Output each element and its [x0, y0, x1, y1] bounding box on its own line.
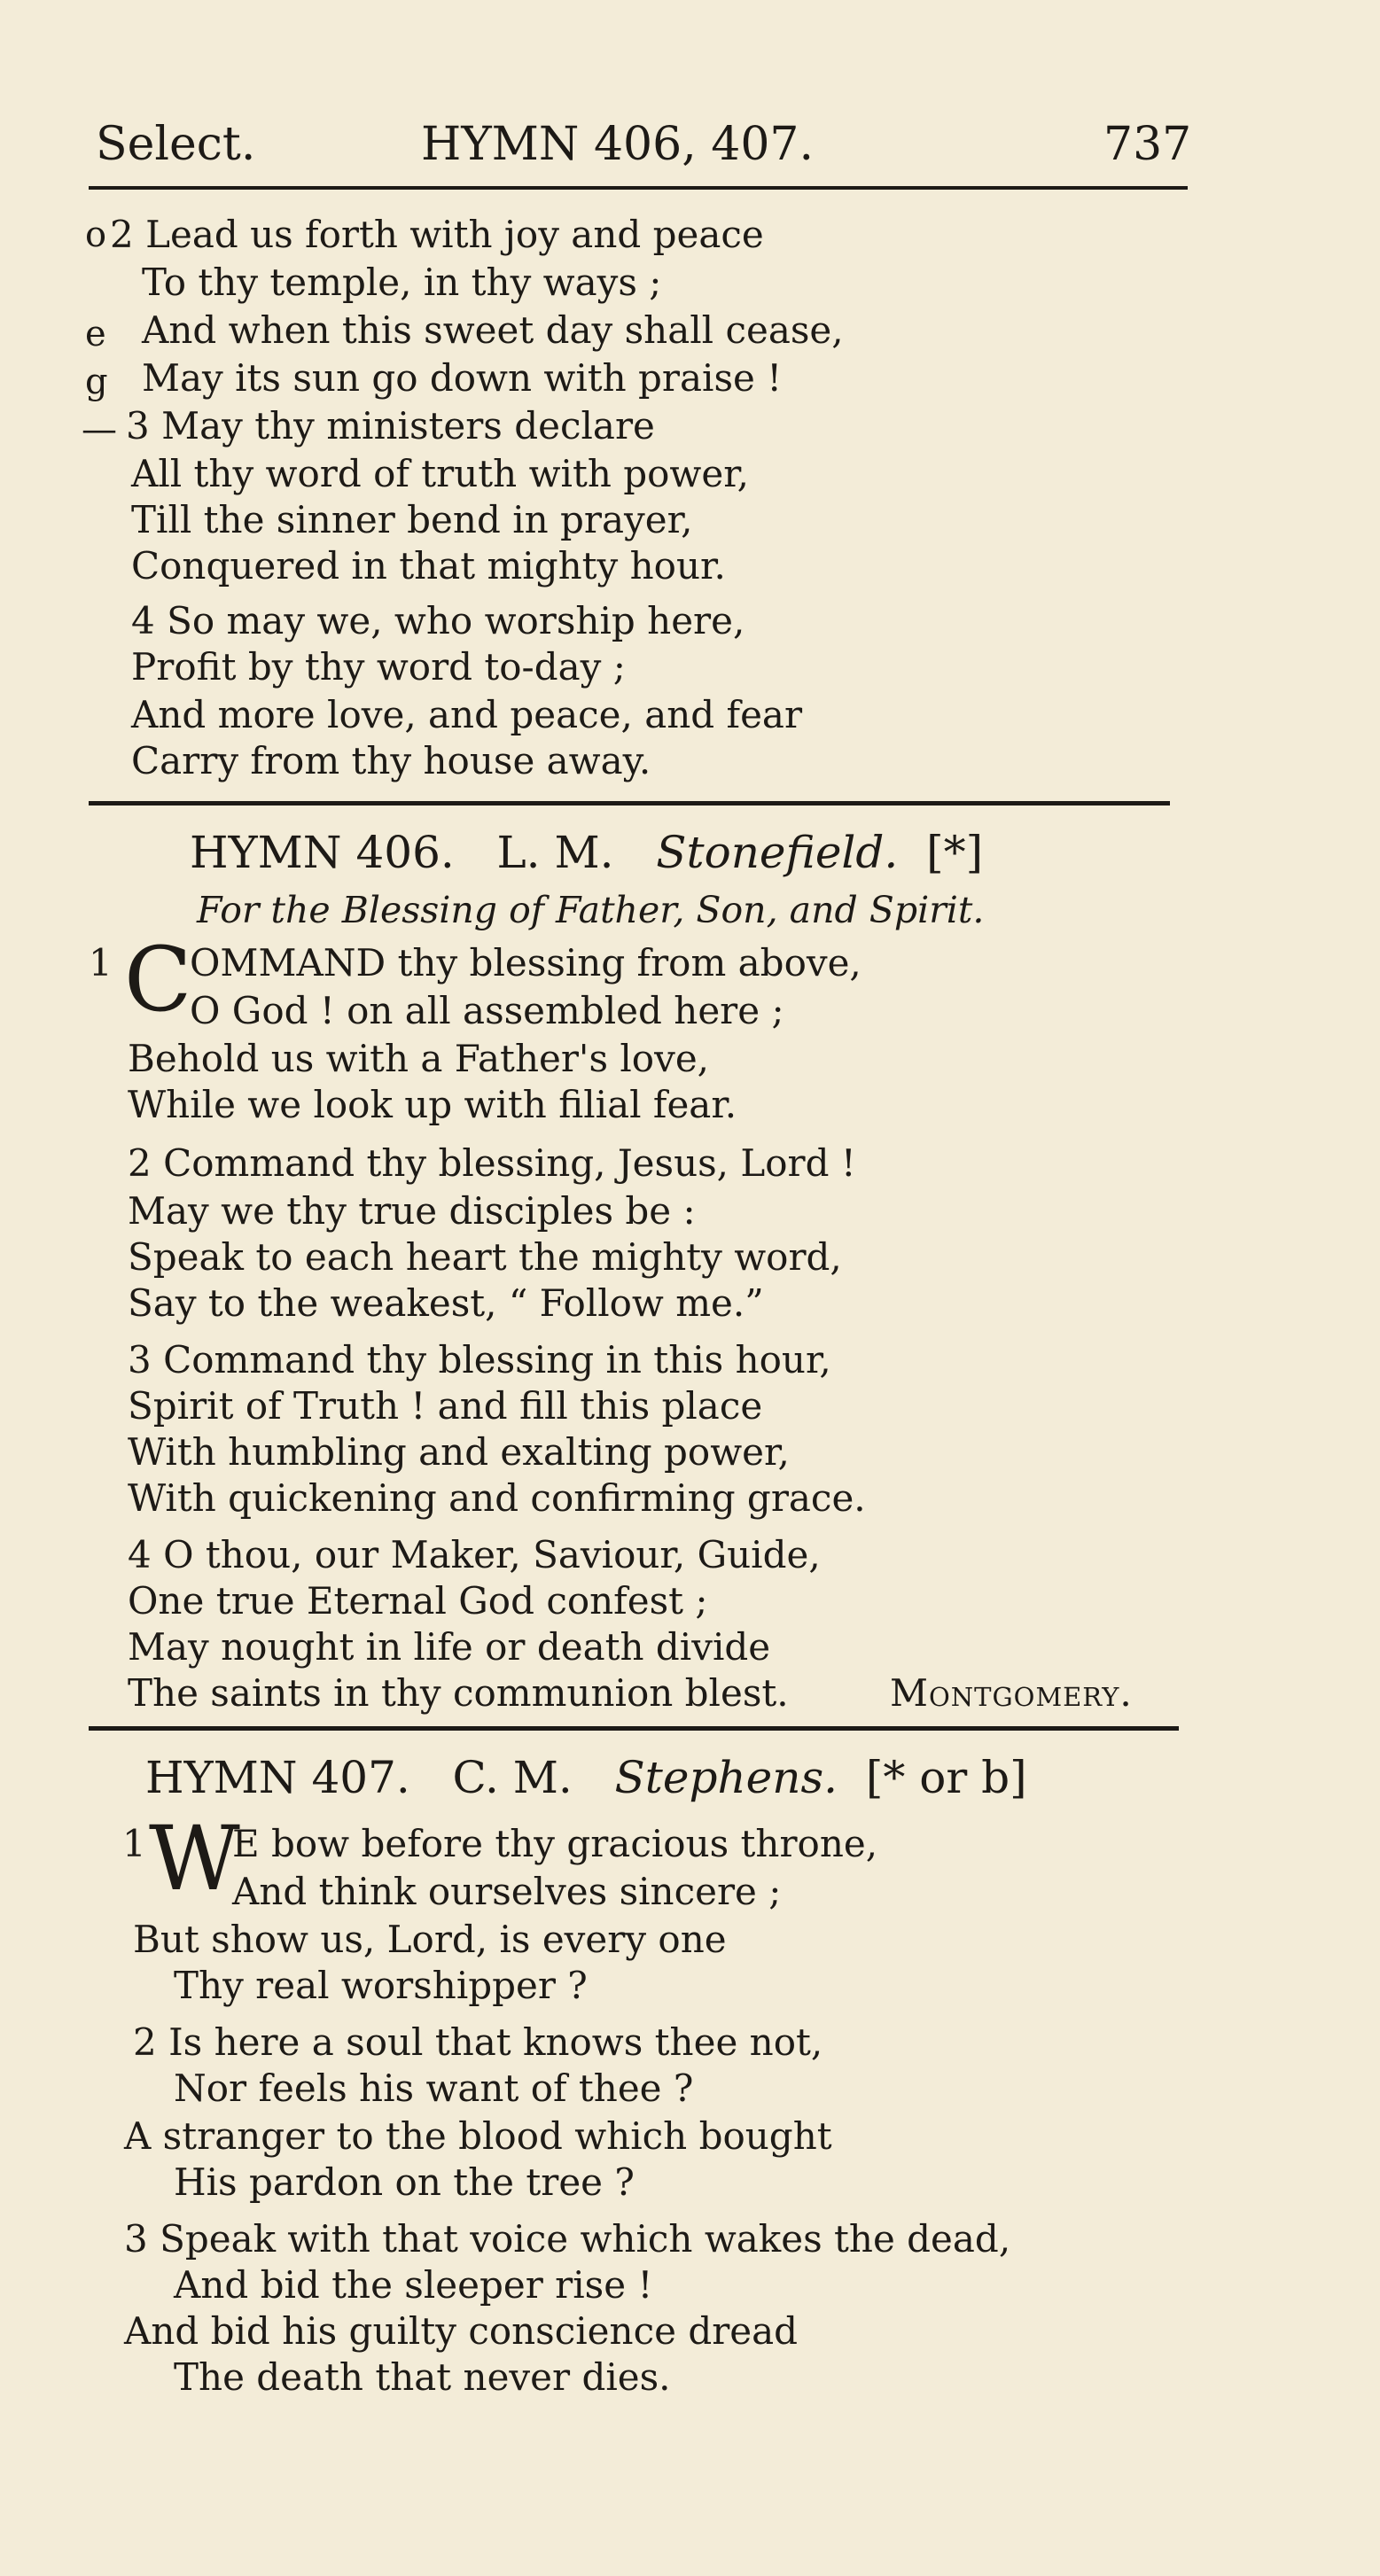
hymn-meter: L. M.: [496, 827, 614, 878]
verse-line: 3 Speak with that voice which wakes the dead,: [124, 2217, 1011, 2261]
margin-mark: o: [85, 214, 107, 255]
verse-line: Behold us with a Father's love,: [128, 1037, 710, 1080]
header-hymn-numbers: HYMN 406, 407.: [421, 118, 815, 171]
hymn-mark: [* or b]: [865, 1752, 1027, 1803]
verse-line: E bow before thy gracious throne,: [232, 1822, 878, 1865]
verse-line: One true Eternal God confest ;: [128, 1579, 708, 1623]
hymn-406-subtitle: For the Blessing of Father, Son, and Spirit.: [197, 889, 985, 931]
hymn-number: HYMN 407.: [145, 1752, 410, 1803]
hymn-tune: Stephens.: [614, 1752, 838, 1803]
verse-line: A stranger to the blood which bought: [124, 2114, 832, 2158]
verse-line: 2 Command thy blessing, Jesus, Lord !: [128, 1141, 856, 1185]
verse-line: 4 So may we, who worship here,: [131, 599, 745, 642]
verse-line: With quickening and confirming grace.: [128, 1476, 866, 1520]
header-section-label: Select.: [96, 118, 256, 171]
hymn-meter: C. M.: [452, 1752, 573, 1803]
verse-line: But show us, Lord, is every one: [133, 1918, 727, 1961]
verse-line: Thy real worshipper ?: [174, 1964, 588, 2007]
verse-line: Carry from thy house away.: [131, 739, 651, 782]
verse-line: Till the sinner bend in prayer,: [131, 498, 693, 541]
hymn-406-title: [190, 824, 983, 881]
verse-line: Conquered in that mighty hour.: [131, 544, 726, 588]
hymn-number: HYMN 406.: [190, 827, 455, 878]
verse-line: 2 Lead us forth with joy and peace: [110, 213, 764, 256]
verse-number: 1: [89, 941, 113, 984]
verse-line: Say to the weakest, “ Follow me.”: [128, 1281, 764, 1325]
verse-line: The saints in thy communion blest.: [128, 1671, 789, 1715]
verse-line: Spirit of Truth ! and fill this place: [128, 1384, 763, 1428]
verse-line: And bid the sleeper rise !: [174, 2263, 653, 2307]
verse-line: All thy word of truth with power,: [131, 452, 750, 495]
verse-line: 2 Is here a soul that knows thee not,: [133, 2020, 823, 2064]
page-number: 737: [1103, 118, 1192, 171]
drop-cap: C: [124, 928, 192, 1031]
hymn-mark: [*]: [926, 827, 984, 878]
section-rule: [89, 1726, 1179, 1731]
verse-line: Profit by thy word to-day ;: [131, 645, 626, 689]
verse-line: O God ! on all assembled here ;: [190, 989, 784, 1032]
drop-cap: W: [149, 1807, 240, 1911]
verse-number: 1: [122, 1822, 146, 1865]
verse-line: 3 May thy ministers declare: [126, 404, 655, 447]
margin-mark: —: [82, 409, 117, 450]
verse-line: Nor feels his want of thee ?: [174, 2066, 694, 2110]
hymn-407-title: [145, 1749, 1027, 1806]
verse-line: May nought in life or death divide: [128, 1625, 771, 1669]
verse-line: 3 Command thy blessing in this hour,: [128, 1338, 831, 1381]
hymn-tune: Stonefield.: [656, 827, 899, 878]
verse-line: May we thy true disciples be :: [128, 1189, 696, 1233]
verse-line: 4 O thou, our Maker, Saviour, Guide,: [128, 1533, 821, 1576]
verse-line: Speak to each heart the mighty word,: [128, 1235, 842, 1279]
verse-line: OMMAND thy blessing from above,: [190, 941, 862, 984]
verse-line: May its sun go down with praise !: [142, 356, 783, 400]
verse-line: The death that never dies.: [174, 2355, 671, 2399]
header-rule: [89, 186, 1188, 190]
section-rule: [89, 801, 1170, 805]
verse-line: To thy temple, in thy ways ;: [142, 261, 662, 304]
verse-line: With humbling and exalting power,: [128, 1430, 790, 1474]
verse-line: And bid his guilty conscience dread: [124, 2309, 799, 2353]
verse-line: And more love, and peace, and fear: [131, 693, 803, 736]
verse-line: And think ourselves sincere ;: [232, 1870, 782, 1913]
margin-mark: g: [85, 362, 108, 402]
verse-line: While we look up with filial fear.: [128, 1083, 737, 1126]
margin-mark: e: [85, 314, 106, 354]
hymn-author: Montgomery.: [890, 1671, 1133, 1715]
verse-line: His pardon on the tree ?: [174, 2160, 635, 2204]
verse-line: And when this sweet day shall cease,: [142, 308, 844, 352]
